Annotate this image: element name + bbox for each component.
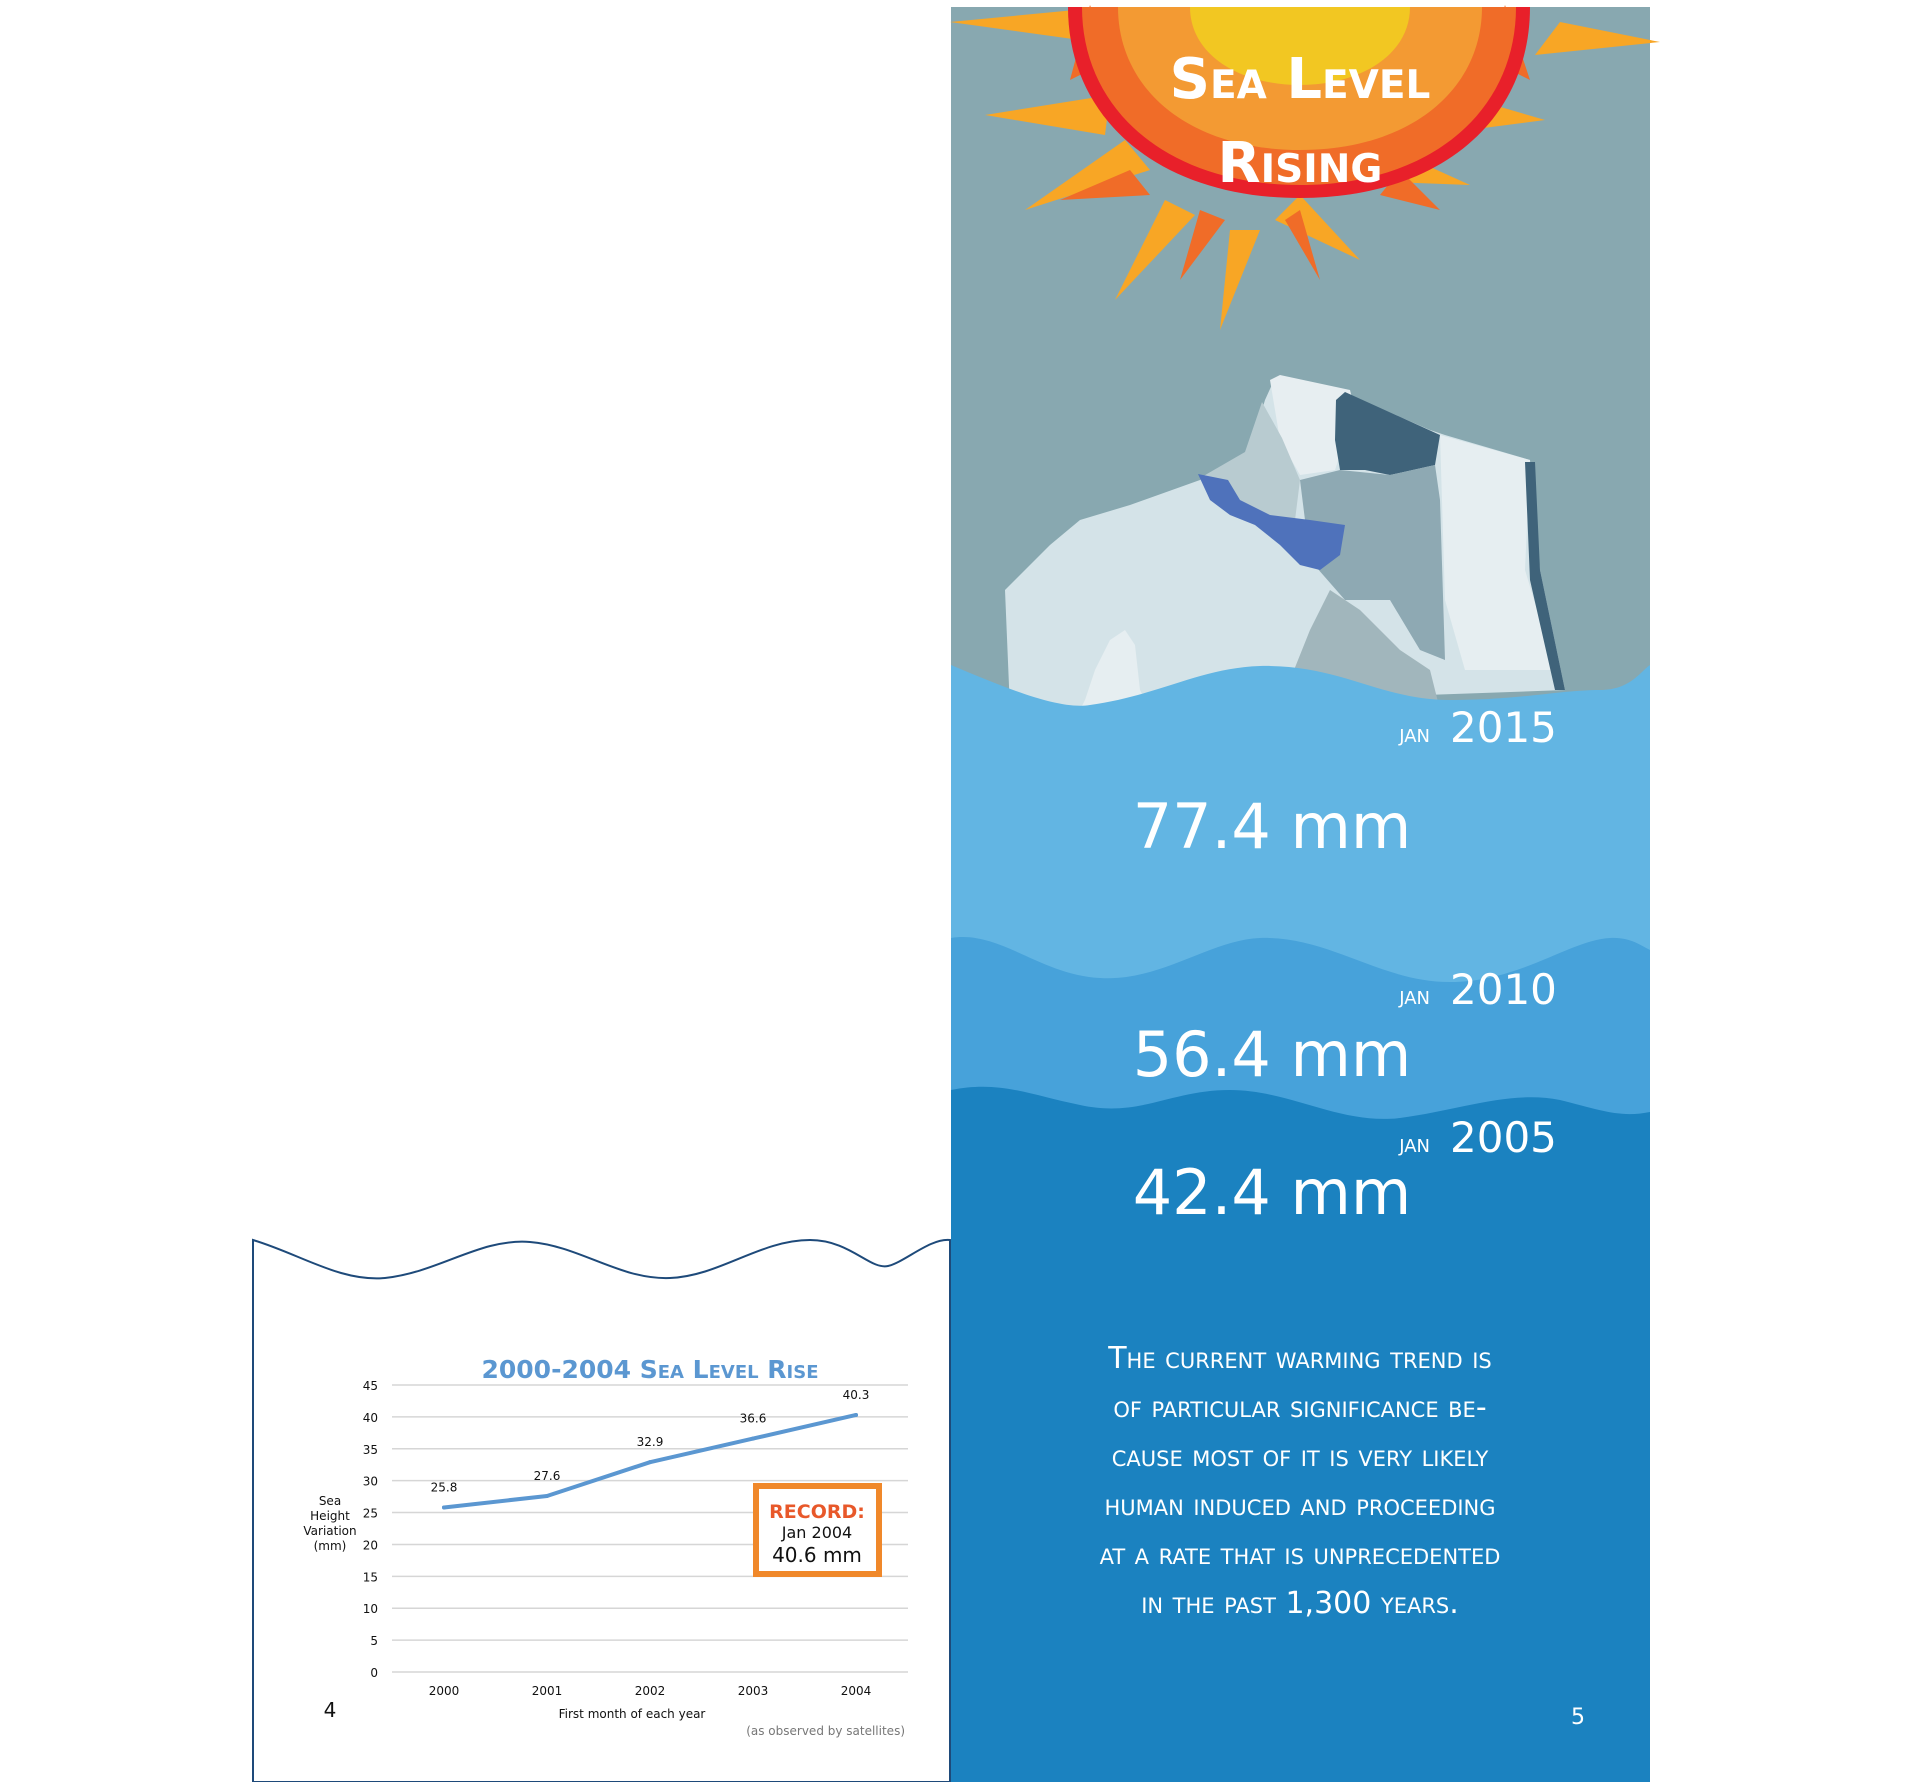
x-tick-label: 2003 [737,1684,769,1698]
y-axis-label: Height [310,1509,350,1523]
paragraph-line-3: cause most of it is very likely [1111,1439,1489,1474]
level-2010-year: 2010 [1450,965,1557,1014]
record-date: Jan 2004 [781,1523,853,1542]
x-tick-label: 2002 [634,1684,666,1698]
data-label: 36.6 [739,1411,767,1426]
data-label: 40.3 [842,1387,870,1402]
page-title-line-1: Sea Level [1169,47,1431,112]
page-title-line-2: Rising [1217,131,1383,196]
level-2005-month: jan [1399,1129,1430,1159]
data-point [854,1413,858,1417]
data-label: 27.6 [533,1468,561,1483]
x-tick-label: 2004 [840,1684,872,1698]
level-2015-value: 77.4 mm [1132,790,1412,863]
x-tick-label: 2001 [531,1684,563,1698]
record-box [756,1486,879,1574]
data-point [648,1460,652,1464]
level-2010-month: jan [1399,981,1430,1011]
y-tick-label: 30 [362,1474,378,1489]
data-point [545,1494,549,1498]
level-2005-value: 42.4 mm [1132,1156,1412,1229]
y-axis-label: Sea [318,1494,342,1508]
data-label: 32.9 [636,1435,664,1450]
y-tick-label: 25 [362,1506,378,1521]
y-tick-label: 35 [362,1442,378,1457]
y-tick-label: 5 [370,1634,378,1649]
level-2015-month: jan [1399,719,1430,749]
source-note: (as observed by satellites) [746,1724,905,1738]
y-tick-label: 0 [370,1666,378,1680]
y-axis-label: Variation [303,1524,357,1538]
level-2015-year: 2015 [1450,703,1557,752]
data-label: 25.8 [430,1480,458,1495]
y-tick-label: 45 [362,1379,378,1393]
y-tick-label: 20 [362,1538,378,1553]
data-point [442,1505,446,1509]
record-value: 40.6 mm [772,1543,862,1567]
y-tick-label: 40 [362,1410,378,1425]
data-point [751,1437,755,1441]
level-2005-year: 2005 [1450,1113,1557,1162]
record-label: RECORD: [769,1501,865,1523]
y-axis-label: (mm) [313,1539,347,1553]
paragraph-line-2: of particular significance be- [1113,1390,1487,1425]
paragraph-line-6: in the past 1,300 years. [1141,1586,1459,1621]
right-page [950,5,1660,1782]
y-tick-label: 15 [362,1570,378,1585]
level-2010-value: 56.4 mm [1132,1018,1412,1091]
paragraph-line-1: The current warming trend is [1108,1341,1492,1376]
y-tick-label: 10 [362,1602,378,1617]
x-tick-label: 2000 [428,1684,460,1698]
x-axis-label: First month of each year [558,1707,706,1721]
chart-title: 2000-2004 Sea Level Rise [481,1355,819,1384]
page-number-right: 5 [1571,1705,1585,1730]
paragraph-line-4: human induced and proceeding [1104,1488,1496,1523]
page-number-left: 4 [323,1698,337,1722]
paragraph-line-5: at a rate that is unprecedented [1099,1537,1501,1572]
left-page [253,1240,950,1782]
